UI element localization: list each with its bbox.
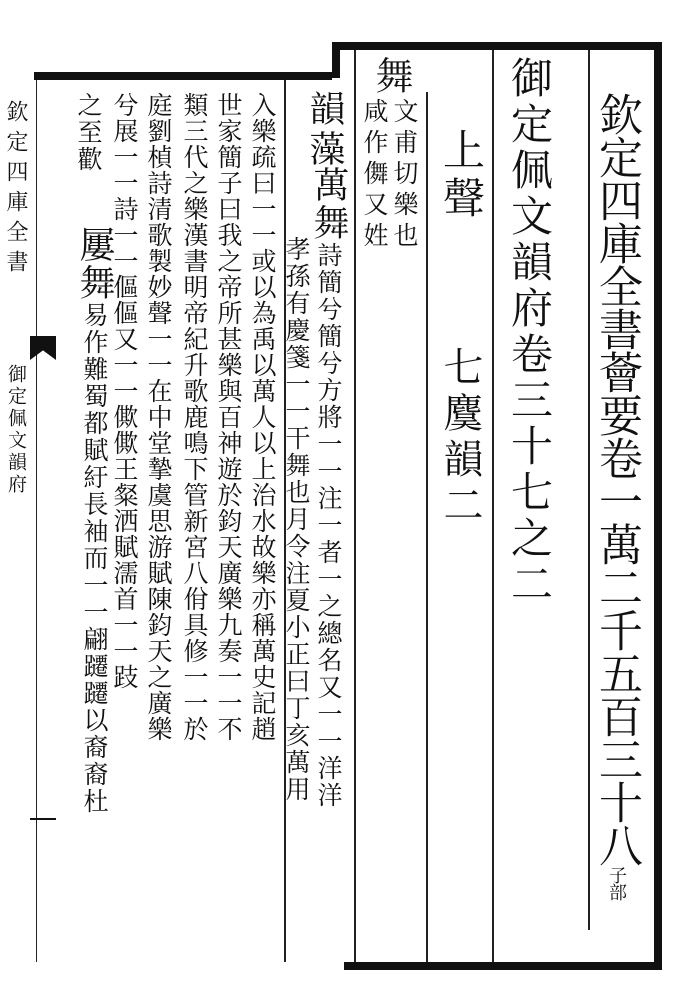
volume-title: 御定佩文韻府卷三十七之二: [505, 56, 554, 608]
text-column: 入樂疏曰一一或以為禹以萬人以上治水故樂亦稱萬史記趙: [248, 92, 277, 742]
section-label: 韻藻: [304, 90, 345, 170]
margin-side-label: 御定佩文韻府: [5, 364, 27, 496]
text-column: 世家簡子曰我之帝所甚樂與百神遊於鈞天廣樂九奏一一不: [214, 92, 243, 742]
text-column: [74, 226, 115, 815]
text-column: [308, 166, 349, 809]
entry-term: 萬舞: [308, 166, 349, 242]
book-title-suffix: 子部: [606, 866, 627, 900]
text-column: 庭劉楨詩清歌製妙聲一一在中堂摯虞思游賦陳鈞天之廣樂: [144, 92, 173, 742]
headword: 舞: [369, 56, 413, 94]
fishtail-mark-icon: [30, 336, 56, 360]
entry-text: 詩簡兮簡兮方將一一注一者一之總名又一一洋洋: [314, 242, 343, 809]
rhyme-group: 七麌韻二: [437, 346, 483, 530]
column-divider: [492, 50, 494, 962]
definition-line: 文甫切樂也: [390, 98, 419, 253]
column-divider: [36, 80, 37, 962]
entry-text: 易作難蜀都賦紆長袖而一一翩躚躚以裔裔杜: [80, 302, 109, 815]
frame-step-top-rule: [332, 42, 660, 50]
column-divider: [354, 50, 356, 962]
text-column: 類三代之樂漢書明帝紀升歌鹿鳴下管新宮八佾具修一一於: [180, 92, 209, 742]
frame-bottom-rule: [344, 962, 660, 970]
tone-heading: 上聲: [437, 128, 486, 224]
entry-term: 屢舞: [74, 226, 115, 302]
margin-top-label: 欽定四庫全書: [3, 100, 28, 280]
text-column: 孝孫有慶箋一一干舞也月令注夏小正曰丁亥萬用: [282, 236, 311, 803]
book-title: [591, 92, 642, 900]
frame-top-rule: [34, 72, 332, 80]
book-title-text: 欽定四庫全書薈要卷一萬二千五百三十八: [591, 92, 642, 866]
definition-line: 咸作儛又姓: [360, 98, 389, 253]
text-column: 兮展一一詩一一傴傴又一一僛僛王粲洒賦濡首一一跂: [110, 92, 139, 690]
column-divider: [588, 50, 590, 930]
margin-tick: [30, 818, 56, 820]
text-column: 之至歡: [74, 92, 103, 173]
frame-right-rule: [654, 42, 662, 970]
column-divider: [426, 92, 428, 962]
